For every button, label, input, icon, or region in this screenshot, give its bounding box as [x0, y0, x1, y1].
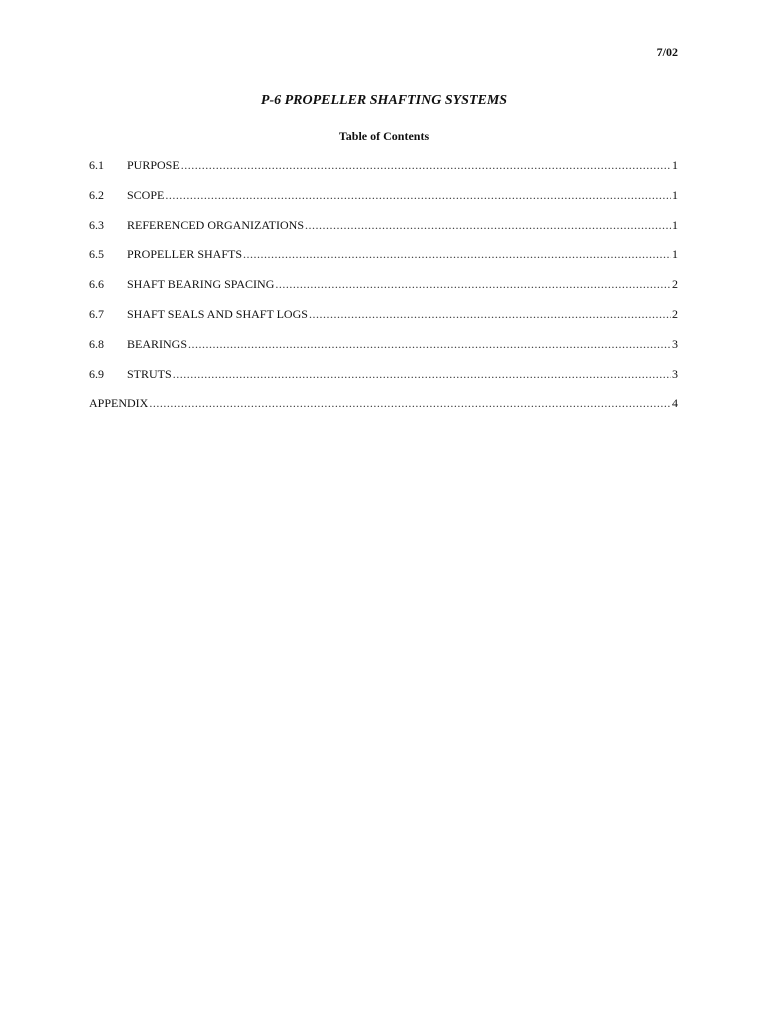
toc-entry-referenced-organizations[interactable]	[89, 217, 678, 247]
toc-dot-leader	[305, 217, 671, 233]
toc-entry-scope[interactable]	[89, 187, 678, 217]
toc-entry-struts[interactable]	[89, 366, 678, 396]
toc-entry-page: 2	[672, 277, 678, 292]
toc-entry-page: 1	[672, 247, 678, 262]
toc-dot-leader	[149, 395, 671, 411]
toc-entry-number: 6.8	[89, 336, 104, 351]
toc-entry-page: 1	[672, 187, 678, 202]
toc-entry-number: 6.6	[89, 277, 104, 292]
toc-dot-leader	[173, 366, 671, 382]
toc-entry-shaft-seals-and-shaft-logs[interactable]	[89, 306, 678, 336]
toc-entry-title: SHAFT SEALS AND SHAFT LOGS	[127, 306, 308, 321]
toc-entry-page: 1	[672, 217, 678, 232]
toc-entry-page: 1	[672, 158, 678, 172]
toc-entry-page: 3	[672, 366, 678, 381]
toc-entry-page: 4	[672, 396, 678, 411]
toc-dot-leader	[275, 276, 671, 292]
toc-entry-number: 6.7	[89, 306, 104, 321]
toc-dot-leader	[243, 246, 671, 262]
toc-entry-title: SCOPE	[127, 187, 165, 202]
toc-entry-purpose[interactable]	[89, 157, 678, 187]
toc-heading: Table of Contents	[338, 129, 430, 143]
toc-entry-number: 6.5	[89, 247, 104, 262]
toc-entry-title: APPENDIX	[89, 396, 149, 411]
toc-entry-title: PURPOSE	[127, 158, 180, 172]
toc-dot-leader	[181, 157, 671, 173]
toc-dot-leader	[309, 306, 671, 322]
document-date: 7/02	[656, 45, 678, 59]
toc-entry-title: SHAFT BEARING SPACING	[127, 277, 275, 292]
toc-entry-appendix[interactable]	[89, 395, 678, 425]
document-title: P-6 PROPELLER SHAFTING SYSTEMS	[260, 93, 508, 108]
toc-entry-page: 2	[672, 306, 678, 321]
toc-entry-shaft-bearing-spacing[interactable]	[89, 276, 678, 306]
toc-entry-number: 6.3	[89, 217, 104, 232]
toc-entry-title: PROPELLER SHAFTS	[127, 247, 243, 262]
table-of-contents	[89, 157, 678, 425]
toc-entry-number: 6.2	[89, 187, 104, 202]
toc-entry-title: STRUTS	[127, 366, 172, 381]
toc-dot-leader	[165, 187, 671, 203]
toc-entry-number: 6.1	[89, 158, 104, 172]
toc-dot-leader	[188, 336, 671, 352]
toc-entry-propeller-shafts[interactable]	[89, 246, 678, 276]
toc-entry-title: BEARINGS	[127, 336, 188, 351]
toc-entry-page: 3	[672, 336, 678, 351]
toc-entry-number: 6.9	[89, 366, 104, 381]
toc-entry-bearings[interactable]	[89, 336, 678, 366]
toc-entry-title: REFERENCED ORGANIZATIONS	[127, 217, 304, 232]
